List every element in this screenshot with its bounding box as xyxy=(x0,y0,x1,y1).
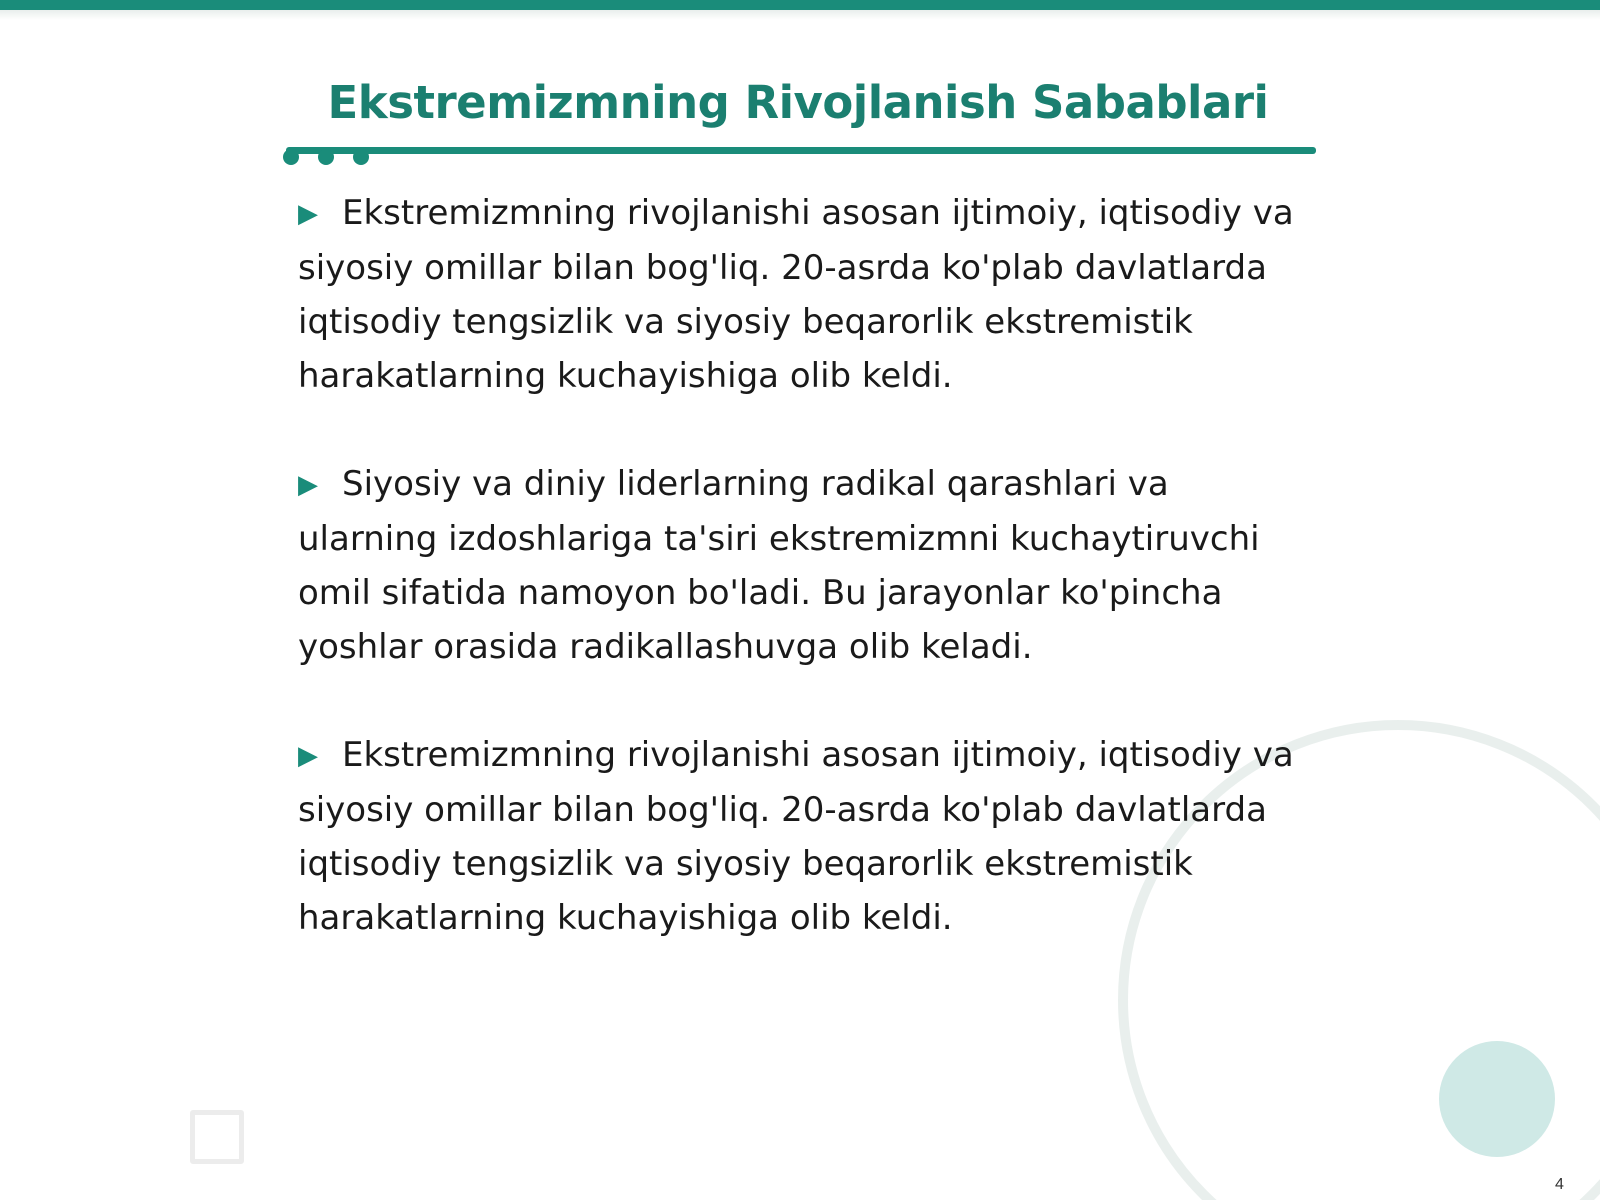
page-number: 4 xyxy=(1555,1176,1564,1193)
top-bar-shadow xyxy=(0,10,1600,20)
slide-title: Ekstremizmning Rivojlanish Sabablari xyxy=(327,76,1269,129)
bullet-list xyxy=(298,186,1298,999)
bullet-text: Ekstremizmning rivojlanishi asosan ijtimoiy, iqtisodiy va siyosiy omillar bilan bog'liq. 20-asrda ko'plab davlatlarda iqtisodiy tengsizlik va siyosiy beqarorlik ekstremistik harakatlarning kuchayishiga olib keldi. xyxy=(298,193,1294,396)
underline-dot xyxy=(283,149,299,165)
top-accent-bar xyxy=(0,0,1600,10)
underline-dot xyxy=(353,149,369,165)
bullet-arrow-icon: ▶ xyxy=(298,199,318,229)
underline-dot xyxy=(318,149,334,165)
bullet-item xyxy=(298,186,1298,403)
bullet-item xyxy=(298,728,1298,945)
bullet-item xyxy=(298,457,1298,674)
title-underline xyxy=(286,147,1316,154)
bullet-arrow-icon: ▶ xyxy=(298,741,318,771)
bullet-text: Ekstremizmning rivojlanishi asosan ijtimoiy, iqtisodiy va siyosiy omillar bilan bog'liq. 20-asrda ko'plab davlatlarda iqtisodiy tengsizlik va siyosiy beqarorlik ekstremistik harakatlarning kuchayishiga olib keldi. xyxy=(298,735,1294,938)
bullet-text: Siyosiy va diniy liderlarning radikal qarashlari va ularning izdoshlariga ta'siri ekstremizmni kuchaytiruvchi omil sifatida namoyon bo'ladi. Bu jarayonlar ko'pincha yoshlar orasida radikallashuvga olib keladi. xyxy=(298,464,1260,667)
bullet-arrow-icon: ▶ xyxy=(298,470,318,500)
decorative-teal-circle xyxy=(1439,1041,1555,1157)
decorative-square xyxy=(190,1110,244,1164)
